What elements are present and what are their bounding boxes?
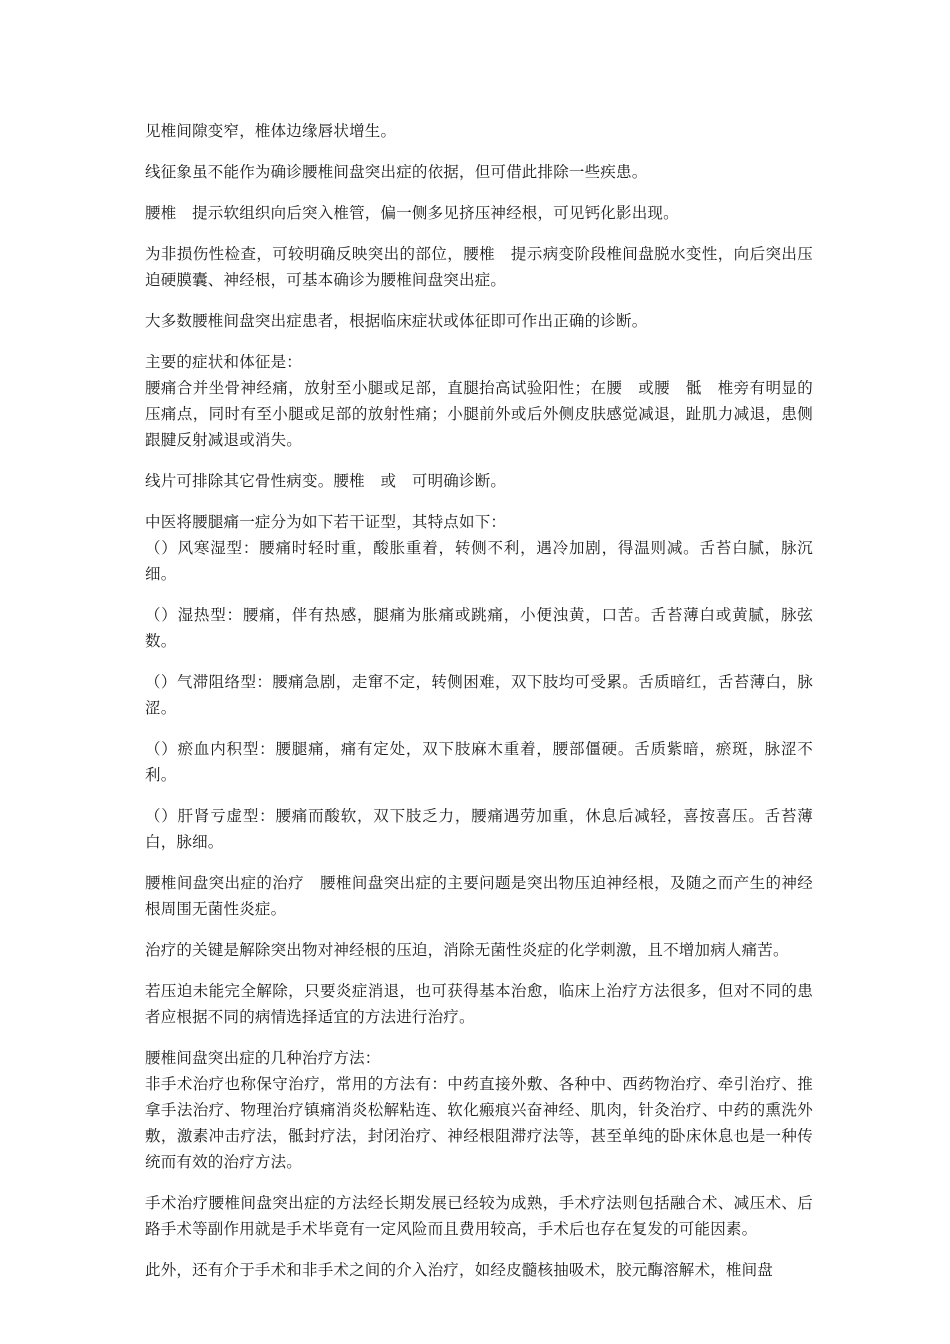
paragraph: 非手术治疗也称保守治疗，常用的方法有：中药直接外敷、各种中、西药物治疗、牵引治疗、推拿手法治疗、物理治疗镇痛消炎松解粘连、软化瘢痕兴奋神经、肌肉，针灸治疗、中药的熏洗外敷，激素冲击疗法，骶封疗法，封闭治疗、神经根阻滞疗法等，甚至单纯的卧床休息也是一种传统而有效的治疗方法。 [145,1075,813,1171]
section-heading: 腰椎间盘突出症的几种治疗方法： [145,1049,381,1067]
list-item: （）风寒湿型：腰痛时轻时重，酸胀重着，转侧不利，遇冷加剧，得温则减。舌苔白腻，脉沉细。 [145,539,813,583]
paragraph: 线征象虽不能作为确诊腰椎间盘突出症的依据，但可借此排除一些疾患。 [145,163,648,181]
paragraph: 此外，还有介于手术和非手术之间的介入治疗，如经皮髓核抽吸术，胶元酶溶解术，椎间盘 [145,1261,774,1279]
list-item: （）瘀血内积型：腰腿痛，痛有定处，双下肢麻木重着，腰部僵硬。舌质紫暗，瘀斑，脉涩不利。 [145,740,813,784]
list-item: （）肝肾亏虚型：腰痛而酸软，双下肢乏力，腰痛遇劳加重，休息后减轻，喜按喜压。舌苔薄白，脉细。 [145,807,813,851]
section-heading: 主要的症状和体征是： [145,353,303,371]
paragraph: 见椎间隙变窄，椎体边缘唇状增生。 [145,122,397,140]
paragraph: 大多数腰椎间盘突出症患者，根据临床症状或体征即可作出正确的诊断。 [145,312,648,330]
paragraph: 腰痛合并坐骨神经痛，放射至小腿或足部，直腿抬高试验阳性；在腰 或腰 骶 椎旁有明显的压痛点，同时有至小腿或足部的放射性痛；小腿前外或后外侧皮肤感觉减退，趾肌力减退，患侧跟腱反射减退或消失。 [145,379,813,449]
paragraph: 治疗的关键是解除突出物对神经根的压迫，消除无菌性炎症的化学刺激，且不增加病人痛苦。 [145,941,789,959]
paragraph: 腰椎间盘突出症的治疗 腰椎间盘突出症的主要问题是突出物压迫神经根，及随之而产生的神经根周围无菌性炎症。 [145,874,813,918]
list-item: （）气滞阻络型：腰痛急剧，走窜不定，转侧困难，双下肢均可受累。舌质暗红，舌苔薄白，脉涩。 [145,673,813,717]
paragraph: 手术治疗腰椎间盘突出症的方法经长期发展已经较为成熟，手术疗法则包括融合术、减压术、后路手术等副作用就是手术毕竟有一定风险而且费用较高，手术后也存在复发的可能因素。 [145,1194,813,1238]
paragraph: 若压迫未能完全解除，只要炎症消退，也可获得基本治愈，临床上治疗方法很多，但对不同的患者应根据不同的病情选择适宜的方法进行治疗。 [145,982,813,1026]
list-item: （）湿热型：腰痛，伴有热感，腿痛为胀痛或跳痛，小便浊黄，口苦。舌苔薄白或黄腻，脉弦数。 [145,606,813,650]
paragraph: 线片可排除其它骨性病变。腰椎 或 可明确诊断。 [145,472,507,490]
paragraph: 腰椎 提示软组织向后突入椎管，偏一侧多见挤压神经根，可见钙化影出现。 [145,204,679,222]
section-heading: 中医将腰腿痛一症分为如下若干证型，其特点如下： [145,513,507,531]
document-page [145,118,813,1298]
paragraph: 为非损伤性检查，可较明确反映突出的部位，腰椎 提示病变阶段椎间盘脱水变性，向后突出压迫硬膜囊、神经根，可基本确诊为腰椎间盘突出症。 [145,245,813,289]
